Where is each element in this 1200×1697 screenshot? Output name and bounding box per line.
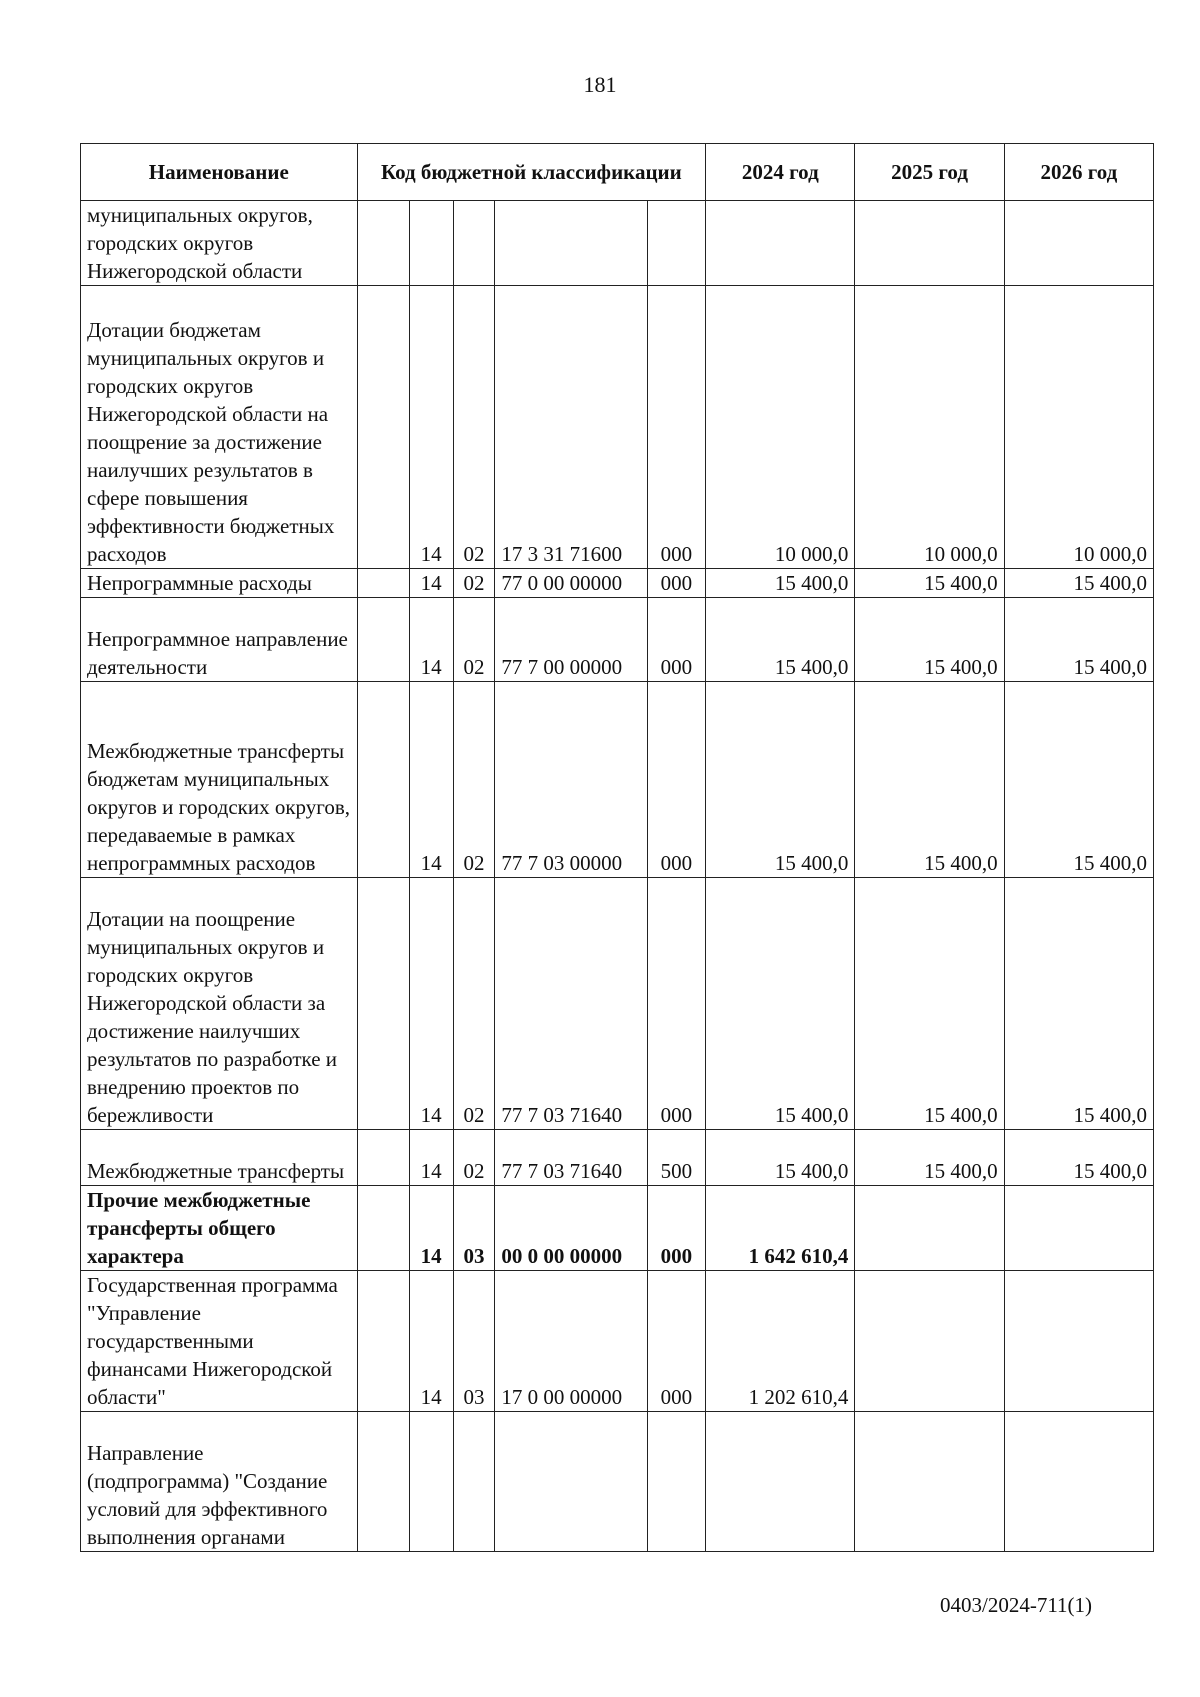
row-value-2026: 15 400,0 [1004, 878, 1153, 1130]
table-row [81, 878, 1154, 1130]
row-blank [357, 682, 409, 878]
row-expense-type: 000 [647, 1271, 705, 1412]
row-blank [357, 201, 409, 286]
table-row [81, 569, 1154, 598]
row-value-2024: 15 400,0 [706, 878, 855, 1130]
row-value-2025 [855, 201, 1004, 286]
row-section: 14 [409, 598, 453, 682]
table-row [81, 1271, 1154, 1412]
row-name: Непрограммные расходы [81, 569, 358, 598]
header-2026: 2026 год [1004, 144, 1153, 201]
table-row [81, 682, 1154, 878]
row-subsection: 02 [453, 878, 495, 1130]
row-value-2024: 1 202 610,4 [706, 1271, 855, 1412]
row-expense-type: 000 [647, 286, 705, 569]
row-target-item: 00 0 00 00000 [495, 1186, 647, 1271]
row-subsection: 02 [453, 286, 495, 569]
row-target-item: 77 7 03 00000 [495, 682, 647, 878]
row-target-item: 77 7 03 71640 [495, 878, 647, 1130]
row-name: Прочие межбюджетные трансферты общего характера [81, 1186, 358, 1271]
table-row [81, 1412, 1154, 1552]
table-row [81, 201, 1154, 286]
header-2024: 2024 год [706, 144, 855, 201]
row-value-2025: 15 400,0 [855, 598, 1004, 682]
row-blank [357, 1186, 409, 1271]
row-value-2026: 15 400,0 [1004, 1130, 1153, 1186]
row-section: 14 [409, 1271, 453, 1412]
row-expense-type [647, 1412, 705, 1552]
table-row [81, 286, 1154, 569]
row-section [409, 1412, 453, 1552]
row-name: Дотации бюджетам муниципальных округов и городских округов Нижегородской области на поощрение за достижение наилучших результатов в сфере повышения эффективности бюджетных расходов [81, 286, 358, 569]
row-expense-type: 500 [647, 1130, 705, 1186]
row-subsection: 03 [453, 1186, 495, 1271]
row-subsection [453, 201, 495, 286]
row-target-item: 77 7 00 00000 [495, 598, 647, 682]
row-value-2024: 1 642 610,4 [706, 1186, 855, 1271]
row-value-2025: 15 400,0 [855, 1130, 1004, 1186]
row-value-2025 [855, 1186, 1004, 1271]
row-target-item [495, 201, 647, 286]
row-subsection: 03 [453, 1271, 495, 1412]
row-subsection: 02 [453, 1130, 495, 1186]
row-target-item: 77 0 00 00000 [495, 569, 647, 598]
row-value-2026: 15 400,0 [1004, 682, 1153, 878]
row-section: 14 [409, 682, 453, 878]
row-value-2024: 15 400,0 [706, 569, 855, 598]
row-value-2025: 15 400,0 [855, 878, 1004, 1130]
row-value-2024: 10 000,0 [706, 286, 855, 569]
row-value-2026 [1004, 1271, 1153, 1412]
row-value-2026: 10 000,0 [1004, 286, 1153, 569]
row-section: 14 [409, 286, 453, 569]
row-name: Межбюджетные трансферты [81, 1130, 358, 1186]
row-target-item: 17 0 00 00000 [495, 1271, 647, 1412]
header-code: Код бюджетной классификации [357, 144, 706, 201]
row-blank [357, 1130, 409, 1186]
row-value-2026 [1004, 1186, 1153, 1271]
row-name: Межбюджетные трансферты бюджетам муниципальных округов и городских округов, передаваемые в рамках непрограммных расходов [81, 682, 358, 878]
row-subsection: 02 [453, 569, 495, 598]
row-expense-type: 000 [647, 1186, 705, 1271]
row-blank [357, 569, 409, 598]
row-target-item: 77 7 03 71640 [495, 1130, 647, 1186]
row-value-2026: 15 400,0 [1004, 569, 1153, 598]
row-blank [357, 878, 409, 1130]
page-number: 181 [583, 72, 617, 97]
row-value-2025: 15 400,0 [855, 569, 1004, 598]
row-expense-type: 000 [647, 878, 705, 1130]
document-code: 0403/2024-711(1) [940, 1593, 1093, 1617]
row-name: муниципальных округов, городских округов Нижегородской области [81, 201, 358, 286]
row-value-2024 [706, 1412, 855, 1552]
row-name: Непрограммное направление деятельности [81, 598, 358, 682]
table-row [81, 1186, 1154, 1271]
row-value-2024 [706, 201, 855, 286]
row-section: 14 [409, 569, 453, 598]
header-2025: 2025 год [855, 144, 1004, 201]
row-value-2024: 15 400,0 [706, 598, 855, 682]
row-target-item [495, 1412, 647, 1552]
row-name: Дотации на поощрение муниципальных округов и городских округов Нижегородской области за достижение наилучших результатов по разработке и внедрению проектов по бережливости [81, 878, 358, 1130]
row-value-2024: 15 400,0 [706, 1130, 855, 1186]
table-row [81, 598, 1154, 682]
row-subsection: 02 [453, 598, 495, 682]
row-subsection: 02 [453, 682, 495, 878]
row-blank [357, 286, 409, 569]
row-subsection [453, 1412, 495, 1552]
row-value-2025: 10 000,0 [855, 286, 1004, 569]
row-value-2026: 15 400,0 [1004, 598, 1153, 682]
row-section: 14 [409, 878, 453, 1130]
row-blank [357, 1412, 409, 1552]
row-value-2025 [855, 1412, 1004, 1552]
row-section [409, 201, 453, 286]
budget-table [80, 143, 1154, 1552]
row-target-item: 17 3 31 71600 [495, 286, 647, 569]
row-expense-type: 000 [647, 598, 705, 682]
row-section: 14 [409, 1130, 453, 1186]
row-expense-type: 000 [647, 569, 705, 598]
row-value-2025 [855, 1271, 1004, 1412]
row-value-2024: 15 400,0 [706, 682, 855, 878]
header-name: Наименование [81, 144, 358, 201]
row-blank [357, 598, 409, 682]
table-header-row [81, 144, 1154, 201]
row-expense-type: 000 [647, 682, 705, 878]
row-value-2026 [1004, 201, 1153, 286]
row-value-2026 [1004, 1412, 1153, 1552]
row-section: 14 [409, 1186, 453, 1271]
row-name: Направление (подпрограмма) "Создание условий для эффективного выполнения органами [81, 1412, 358, 1552]
row-name: Государственная программа "Управление государственными финансами Нижегородской области" [81, 1271, 358, 1412]
row-expense-type [647, 201, 705, 286]
row-value-2025: 15 400,0 [855, 682, 1004, 878]
row-blank [357, 1271, 409, 1412]
table-row [81, 1130, 1154, 1186]
